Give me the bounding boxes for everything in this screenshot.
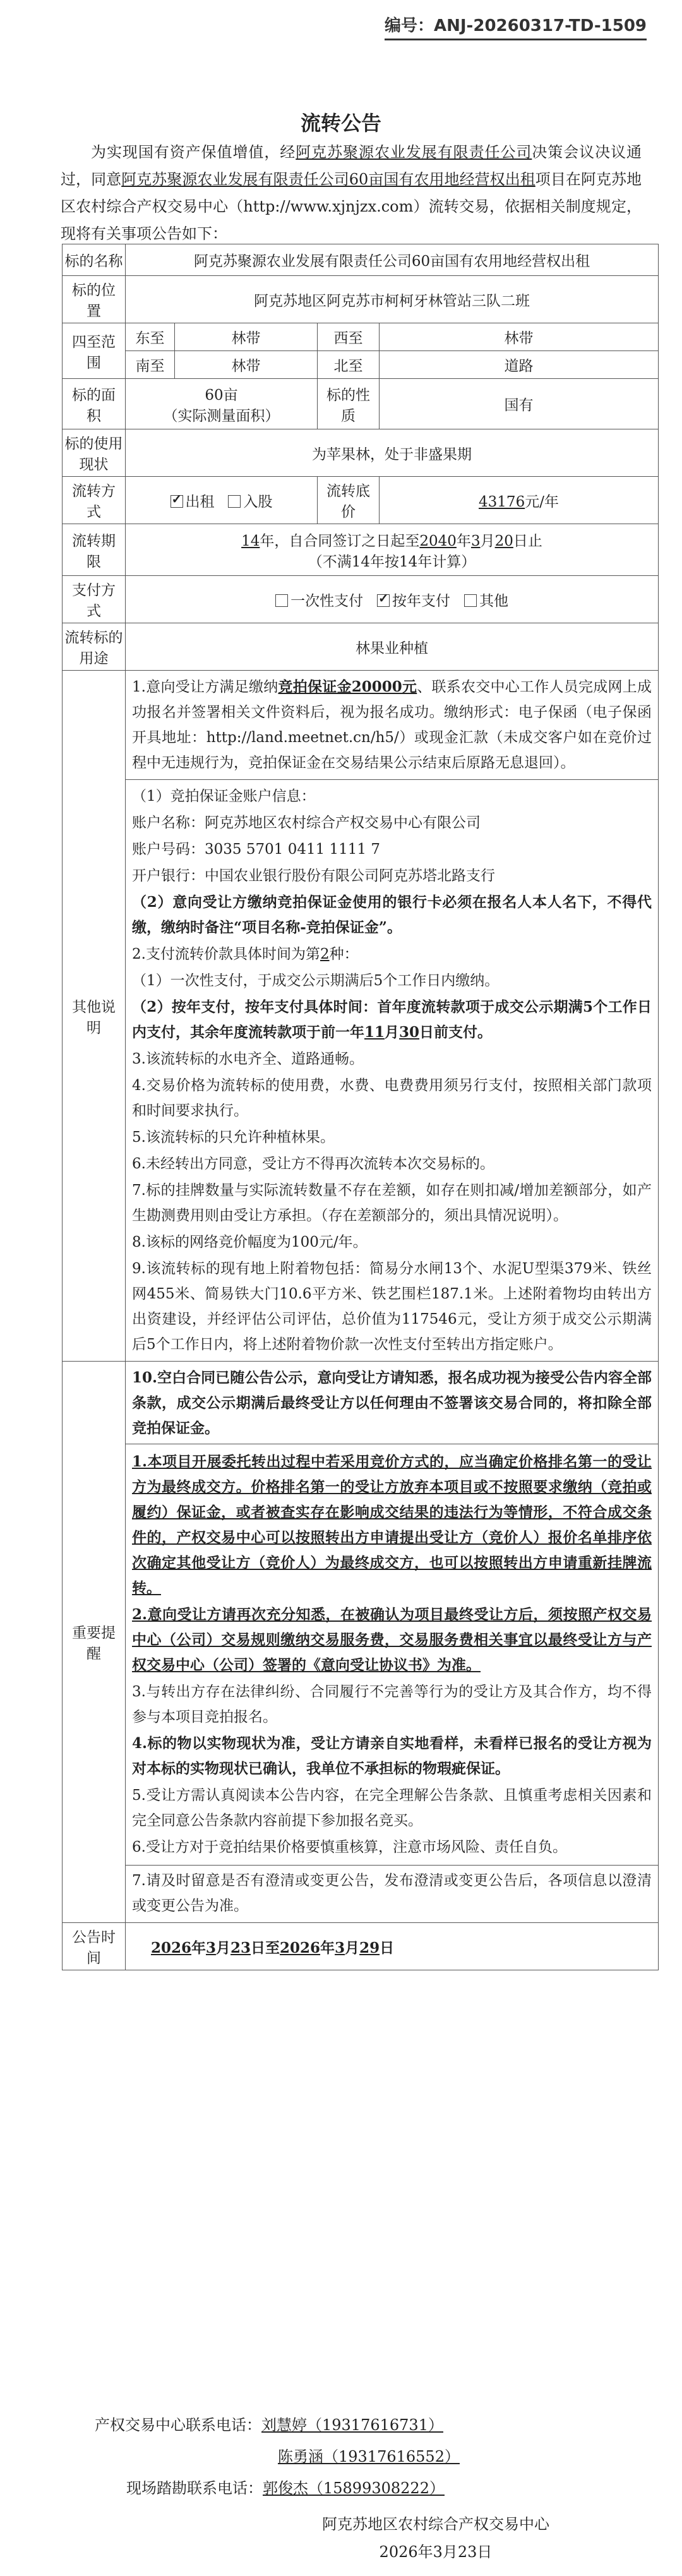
project-name: 阿克苏聚源农业发展有限责任公司60亩国有农用地经营权出租 [121,171,535,188]
contact-liu: 刘慧婷（19317616731） [261,2416,443,2434]
document-number: 编号：ANJ-20260317-TD-1509 [385,13,647,40]
announcement-table [62,244,659,1970]
reserve-price: 43176 [479,493,525,510]
checkbox-share-unchecked [228,495,241,508]
contacts: 产权交易中心联系电话：刘慧婷（19317616731） 陈勇涵（19317616552） 现场踏勘联系电话：郭俊杰（15899308222） [95,2416,460,2497]
checkbox-lease-checked [170,495,183,508]
contact-chen: 陈勇涵（19317616552） [278,2448,460,2465]
row-notice: 重要提醒 10.空白合同已随公告公示，意向受让方请知悉，报名成功视为接受公告内容全部条款，成交公示期满后最终受让方以任何理由不签署该交易合同的，将扣除全部竞拍保证金。 1.本项目开展委托转出过程中若采用竞价方式的，应当确定价格排名第一的受让方为最终成交方。价格排名第一的受让方放弃本项目或不按照要求缴纳（竞拍或履约）保证金，或者被查实存在影响成交结果的违法行为等情形，不符合成交条件的，产权交易中心可以按照转出方申请提出受让方（竞价人）报价名单排序依次确定其他受让方（竞价人）为最终成交方，也可以按照转出方申请重新挂牌流转。 2.意向受让方请再次充分知悉，在被确认为项目最终受让方后，须按照产权交易中心（公司）交易规则缴纳交易服务费，交易服务费相关事宜以最终受让方与产权交易中心（公司）签署的《意向受让协议书》为准。 3.与转出方存在法律纠纷、合同履行不完善等行为的受让方及其合作方，均不得参与本项目竞拍报名。 4.标的物以实物现状为准，受让方请亲自实地看样，未看样已报名的受让方视为对本标的实物现状已确认，我单位不承担标的物瑕疵保证。 5.受让方需认真阅读本公告内容，在完全理解公告条款、且慎重考虑相关因素和完全同意公告条款内容前提下参加报名竞买。 6.受让方对于竞拍结果价格要慎重核算，注意市场风险、责任自负。 7.请及时留意是否有澄清或变更公告，发布澄清或变更公告后，各项信息以澄清或变更公告为准。 [63,1362,659,1923]
row-location: 标的位置 阿克苏地区阿克苏市柯柯牙林管站三队二班 [63,276,659,323]
intro-paragraph: 为实现国有资产保值增值，经阿克苏聚源农业发展有限责任公司决策会议决议通过，同意阿克苏聚源农业发展有限责任公司60亩国有农用地经营权出租项目在阿克苏地区农村综合产权交易中心（http://www.xjnjzx.com）流转交易，依据相关制度规定，现将有关事项公告如下： [61,143,642,243]
name-value: 阿克苏聚源农业发展有限责任公司60亩国有农用地经营权出租 [126,244,659,276]
checkbox-lump-sum [275,594,288,607]
row-other-2: （1）竞拍保证金账户信息： 账户名称：阿克苏地区农村综合产权交易中心有限公司 账户号码：3035 5701 0411 1111 7 开户银行：中国农业银行股份有限公司阿克苏塔北路支行 （2）意向受让方缴纳竞拍保证金使用的银行卡必须在报名人本人名下，不得代缴，缴纳时备注“项目名称-竞拍保证金”。 2.支付流转价款具体时间为第2种： （1）一次性支付，于成交公示期满后5个工作日内缴纳。 （2）按年支付，按年支付具体时间：首年度流转款项于成交公示期满5个工作日内支付，其余年度流转款项于前一年11月30日前支付。 3.该流转标的水电齐全、道路通畅。 4.交易价格为流转标的使用费，水费、电费费用须另行支付，按照相关部门款项和时间要求执行。 5.该流转标的只允许种植林果。 6.未经转出方同意，受让方不得再次流转本次交易标的。 7.标的挂牌数量与实际流转数量不存在差额，如存在则扣减/增加差额部分，如产生勘测费用则由受让方承担。（存在差额部分的，须出具情况说明）。 8.该标的网络竞价幅度为100元/年。 9.该流转标的现有地上附着物包括：简易分水闸13个、水泥U型渠379米、铁丝网455米、简易铁大门10.6平方米、铁艺围栏187.1米。上述附着物均由转出方出资建设，并经评估公司评估，总价值为117546元，受让方须于成交公示期满后5个工作日内，将上述附着物价款一次性支付至转出方指定账户。 [63,780,659,1362]
row-payment: 支付方式 一次性支付 ✓ 按年支付 其他 [63,576,659,623]
contact-guo: 郭俊杰（15899308222） [263,2479,445,2497]
row-use: 流转标的用途 林果业种植 [63,623,659,671]
location-value: 阿克苏地区阿克苏市柯柯牙林管站三队二班 [126,276,659,323]
issuer-name: 阿克苏地区农村综合产权交易中心 [322,2515,549,2533]
row-status: 标的使用现状 为苹果林，处于非盛果期 [63,429,659,477]
checkbox-annual-checked [377,594,390,607]
row-name: 标的名称 阿克苏聚源农业发展有限责任公司60亩国有农用地经营权出租 [63,244,659,276]
signature [297,2510,575,2566]
row-area: 标的面积 60亩 （实际测量面积） 标的性质 国有 [63,379,659,429]
row-other-1: 其他说明 1.意向受让方满足缴纳竞拍保证金20000元、联系农交中心工作人员完成网上成功报名并签署相关文件资料后，视为报名成功。缴纳形式：电子保函（电子保函开具地址：http://land.meetnet.cn/h5/）或现金汇款（未成交客户如在竞价过程中无违规行为，竞拍保证金在交易结果公示结束后原路无息退回）。 [63,671,659,780]
row-term: 流转期限 14年，自合同签订之日起至2040年3月20日止 （不满14年按14年计算） [63,524,659,576]
issue-date: 2026年3月23日 [379,2543,493,2561]
row-method: 流转方式 ✓出租 入股 流转底价 43176元/年 [63,477,659,524]
row-time: 公告时间 2026年3月23日至2026年3月29日 [63,1923,659,1970]
row-bounds-2: 南至 林带 北至 道路 [63,351,659,379]
checkbox-other [464,594,477,607]
org-name: 阿克苏聚源农业发展有限责任公司 [296,143,532,161]
page-title: 流转公告 [300,111,381,135]
row-bounds-1: 四至范围 东至 林带 西至 林带 [63,323,659,351]
